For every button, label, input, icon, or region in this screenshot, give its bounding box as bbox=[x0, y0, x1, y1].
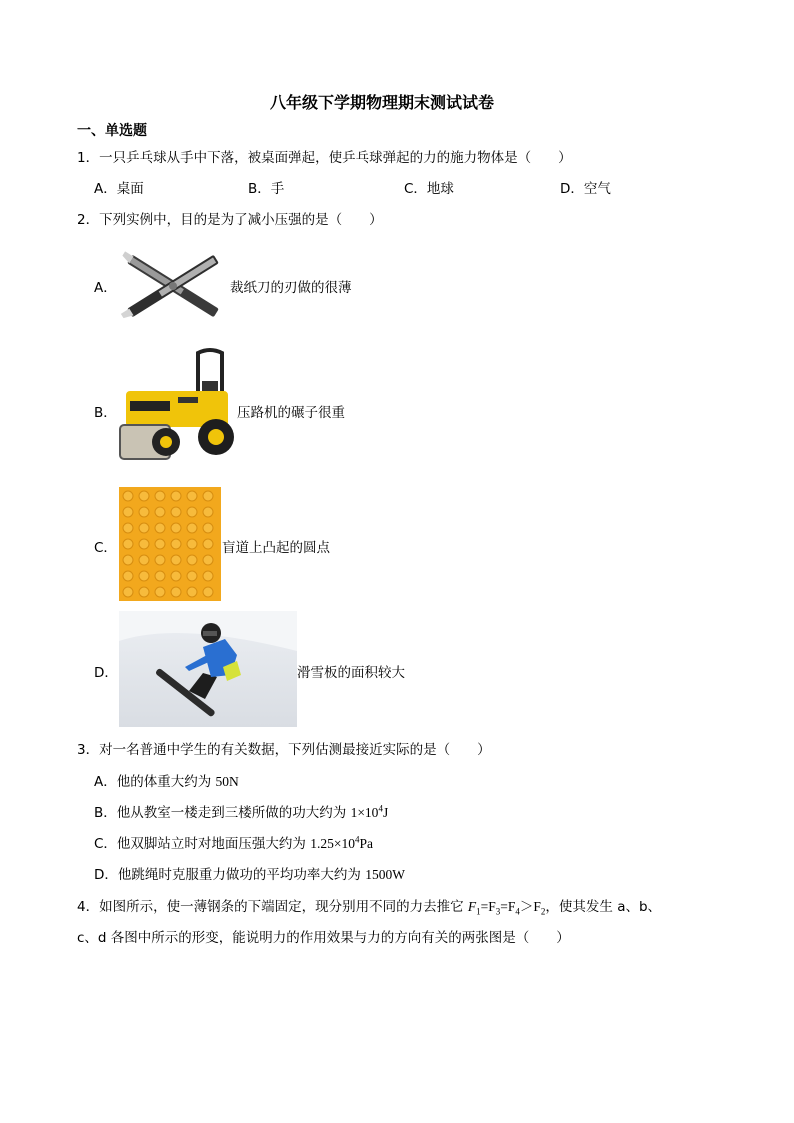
tactile-paving-image bbox=[119, 487, 221, 601]
road-roller-image bbox=[118, 345, 236, 469]
question-2-option-b-label[interactable]: B． bbox=[94, 405, 117, 421]
question-2-option-c-label[interactable]: C． bbox=[94, 540, 117, 556]
option-b-value: $1\times 10^4J$ bbox=[350, 803, 389, 820]
question-1-option-b[interactable]: B．手 bbox=[248, 181, 285, 197]
option-c-text: C．他双脚站立时对地面压强大约为 bbox=[94, 836, 311, 852]
option-a-text: A．他的体重大约为 bbox=[94, 774, 216, 790]
question-1-option-d[interactable]: D．空气 bbox=[560, 181, 611, 197]
question-2-option-b-text: 压路机的碾子很重 bbox=[237, 405, 345, 421]
utility-knife-image bbox=[118, 247, 228, 325]
force-inequality-formula: $F_1=F_3=F_4>F_2$ bbox=[467, 899, 546, 917]
question-4-stem-line2: c、d 各图中所示的形变，能说明力的作用效果与力的方向有关的两张图是（ ） bbox=[77, 930, 570, 946]
question-2-option-d-label[interactable]: D． bbox=[94, 665, 118, 681]
snowboarder-image bbox=[119, 611, 297, 727]
question-1-stem: 1．一只乒乓球从手中下落，被桌面弹起，使乒乓球弹起的力的施力物体是（ ） bbox=[77, 150, 572, 166]
option-d-text: D．他跳绳时克服重力做功的平均功率大约为 bbox=[94, 867, 366, 883]
question-3-option-b[interactable] bbox=[94, 801, 388, 821]
question-1-option-c[interactable]: C．地球 bbox=[404, 181, 454, 197]
question-2-stem: 2．下列实例中，目的是为了减小压强的是（ ） bbox=[77, 212, 383, 228]
question-2-option-a-text: 裁纸刀的刃做的很薄 bbox=[230, 280, 352, 296]
option-a-value: 50N bbox=[215, 774, 239, 789]
page-title: 八年级下学期物理期末测试试卷 bbox=[270, 93, 495, 112]
question-3-option-a[interactable] bbox=[94, 770, 239, 790]
option-d-value: 1500W bbox=[365, 867, 405, 882]
question-3-option-d[interactable] bbox=[94, 863, 405, 883]
section-heading-single-choice: 一、单选题 bbox=[77, 123, 147, 139]
question-1-option-a[interactable]: A．桌面 bbox=[94, 181, 144, 197]
question-2-option-d-text: 滑雪板的面积较大 bbox=[297, 665, 405, 681]
question-2-option-a-label[interactable]: A． bbox=[94, 280, 117, 296]
question-4-stem-line1: 4．如图所示，使一薄钢条的下端固定，现分别用不同的力去推它 $F_1=F_3=F_4>F_2$，使其发生 a、b、 bbox=[77, 899, 662, 917]
option-c-value: $1.25\times 10^4Pa$ bbox=[310, 834, 373, 851]
question-2-option-c-text: 盲道上凸起的圆点 bbox=[222, 540, 330, 556]
question-3-stem: 3．对一名普通中学生的有关数据，下列估测最接近实际的是（ ） bbox=[77, 742, 491, 758]
question-3-option-c[interactable] bbox=[94, 832, 373, 852]
option-b-text: B．他从教室一楼走到三楼所做的功大约为 bbox=[94, 805, 351, 821]
